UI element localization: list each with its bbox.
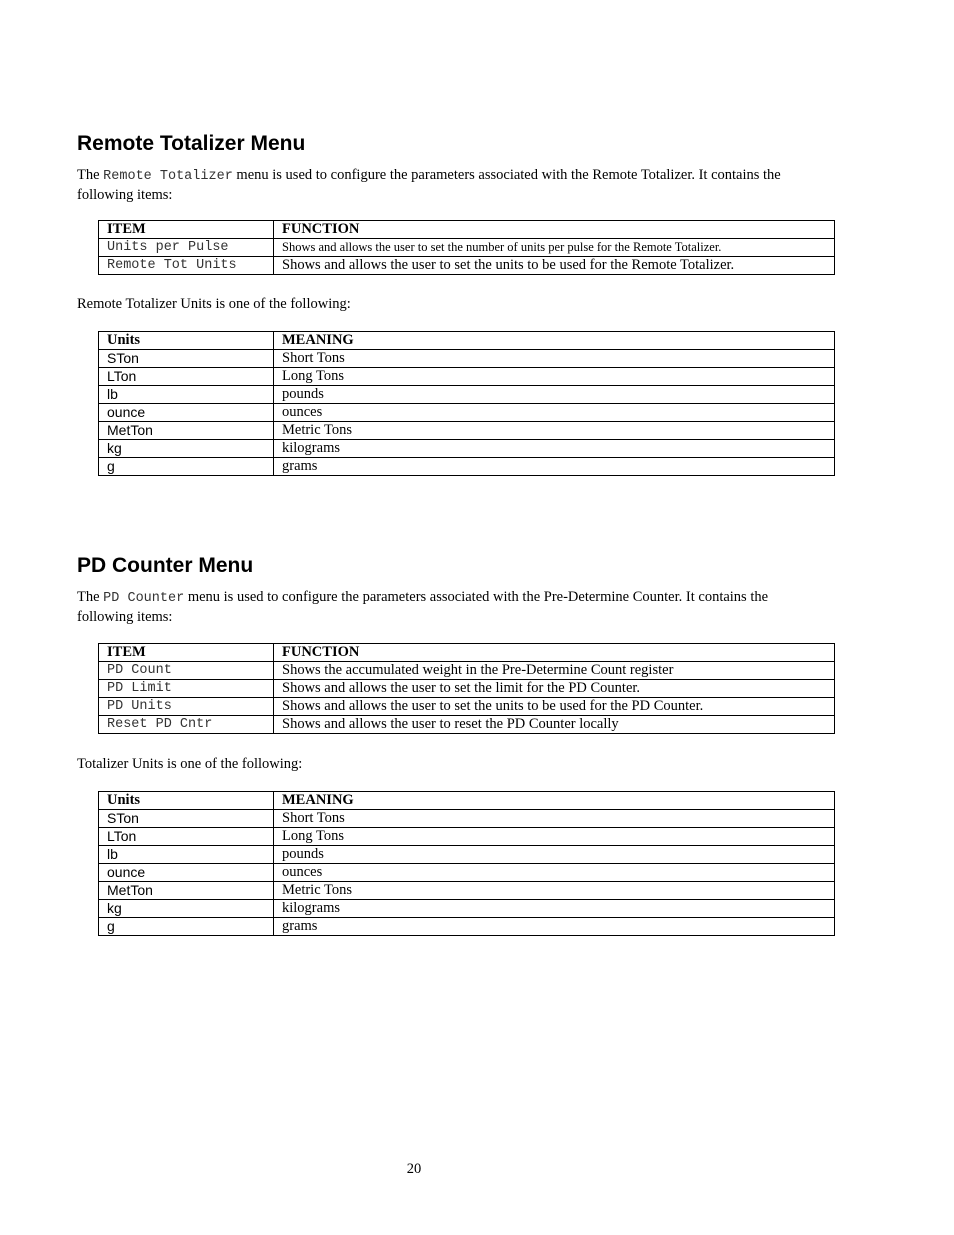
unit-cell: STon [99,350,274,368]
header-units: Units [99,332,274,350]
unit-cell: STon [99,810,274,828]
remote-totalizer-intro [77,166,867,204]
header-function: FUNCTION [274,644,835,662]
table-header-row [99,221,835,239]
section-heading-remote-totalizer: Remote Totalizer Menu [77,132,306,155]
intro-line-1 [77,166,867,186]
function-cell: Shows and allows the user to reset the PD Counter locally [274,716,835,734]
pd-counter-units-table [98,791,835,936]
pd-counter-units-intro: Totalizer Units is one of the following: [77,756,303,772]
remote-totalizer-units-intro: Remote Totalizer Units is one of the following: [77,296,351,312]
meaning-cell: Long Tons [274,368,835,386]
table-row [99,350,835,368]
item-cell: PD Count [99,662,274,680]
table-row [99,404,835,422]
unit-cell: kg [99,440,274,458]
unit-cell: ounce [99,404,274,422]
header-item: ITEM [99,221,274,239]
unit-cell: lb [99,386,274,404]
remote-totalizer-items-table [98,220,835,275]
table-row [99,864,835,882]
page-number: 20 [406,1161,422,1177]
item-cell: Units per Pulse [99,239,274,257]
table-header-row [99,644,835,662]
pd-counter-intro [77,588,867,626]
header-meaning: MEANING [274,332,835,350]
header-units: Units [99,792,274,810]
unit-cell: g [99,458,274,476]
table-row [99,368,835,386]
meaning-cell: Metric Tons [274,882,835,900]
table-row [99,810,835,828]
unit-cell: lb [99,846,274,864]
intro-prefix: The [77,167,104,183]
header-item: ITEM [99,644,274,662]
table-row [99,698,835,716]
intro-menu-name: Remote Totalizer [103,169,233,184]
table-row [99,882,835,900]
item-cell: PD Limit [99,680,274,698]
table-header-row [99,792,835,810]
unit-cell: LTon [99,828,274,846]
meaning-cell: Short Tons [274,350,835,368]
pd-counter-items-table [98,643,835,734]
intro-line-2: following items: [77,609,173,625]
unit-cell: MetTon [99,422,274,440]
item-cell: Remote Tot Units [99,257,274,275]
unit-cell: MetTon [99,882,274,900]
section-heading-pd-counter: PD Counter Menu [77,554,254,577]
table-row [99,918,835,936]
function-cell: Shows and allows the user to set the units to be used for the PD Counter. [274,698,835,716]
meaning-cell: ounces [274,864,835,882]
function-cell: Shows and allows the user to set the units to be used for the Remote Totalizer. [274,257,835,275]
table-row [99,662,835,680]
table-row [99,900,835,918]
table-row [99,680,835,698]
item-cell: PD Units [99,698,274,716]
table-row [99,386,835,404]
unit-cell: kg [99,900,274,918]
unit-cell: LTon [99,368,274,386]
item-cell: Reset PD Cntr [99,716,274,734]
intro-prefix: The [77,589,104,605]
table-row [99,239,835,257]
function-cell: Shows and allows the user to set the number of units per pulse for the Remote Totalizer. [274,239,835,257]
meaning-cell: grams [274,458,835,476]
intro-menu-name: PD Counter [103,591,185,606]
header-function: FUNCTION [274,221,835,239]
function-cell: Shows the accumulated weight in the Pre-Determine Count register [274,662,835,680]
meaning-cell: ounces [274,404,835,422]
intro-text: menu is used to configure the parameters associated with the Remote Totalizer. It contains the [232,167,781,183]
table-row [99,422,835,440]
meaning-cell: kilograms [274,440,835,458]
intro-line-1 [77,588,867,608]
meaning-cell: kilograms [274,900,835,918]
meaning-cell: Long Tons [274,828,835,846]
unit-cell: ounce [99,864,274,882]
table-row [99,846,835,864]
intro-line-2: following items: [77,187,173,203]
meaning-cell: pounds [274,846,835,864]
table-header-row [99,332,835,350]
table-row [99,257,835,275]
function-cell: Shows and allows the user to set the limit for the PD Counter. [274,680,835,698]
meaning-cell: Metric Tons [274,422,835,440]
meaning-cell: grams [274,918,835,936]
intro-text: menu is used to configure the parameters associated with the Pre-Determine Counter. It contains the [184,589,769,605]
table-row [99,440,835,458]
unit-cell: g [99,918,274,936]
meaning-cell: Short Tons [274,810,835,828]
header-meaning: MEANING [274,792,835,810]
table-row [99,716,835,734]
table-row [99,458,835,476]
meaning-cell: pounds [274,386,835,404]
table-row [99,828,835,846]
remote-totalizer-units-table [98,331,835,476]
